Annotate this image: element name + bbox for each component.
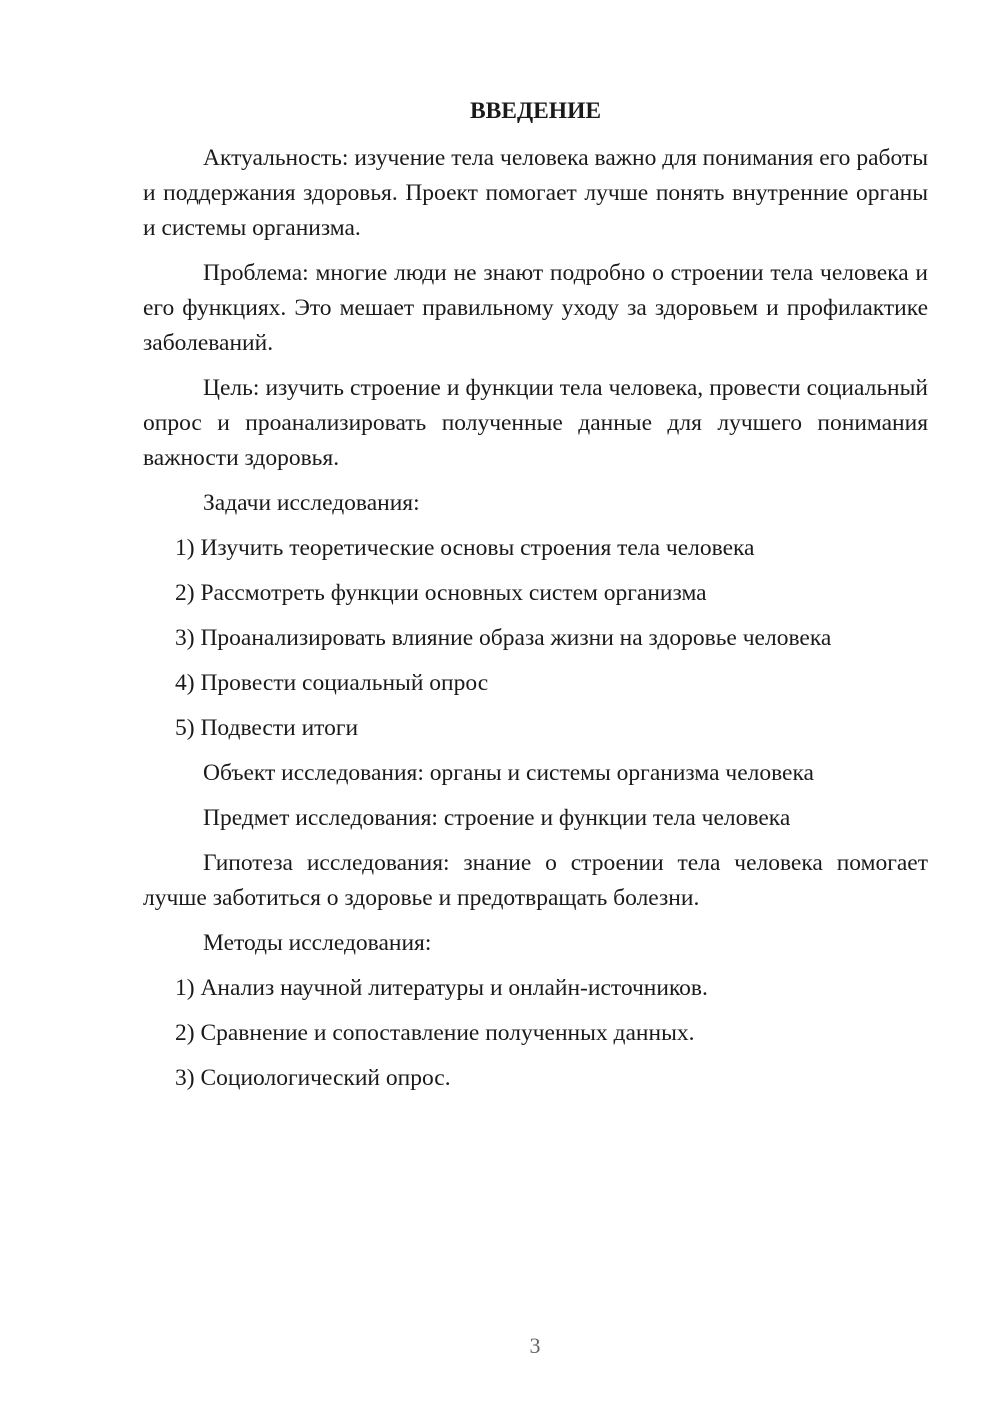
task-item: 5) Подвести итоги [175, 715, 359, 741]
task-item: 2) Рассмотреть функции основных систем организма [175, 580, 707, 606]
methods-label: Методы исследования: [203, 930, 432, 956]
document-page [143, 96, 928, 1106]
task-item: 1) Изучить теоретические основы строения тела человека [175, 535, 755, 561]
problem-paragraph: Проблема: многие люди не знают подробно о строении тела человека и его функциях. Это мешает правильному уходу за здоровьем и профилактике заболеваний. [143, 260, 928, 356]
task-item: 4) Провести социальный опрос [175, 670, 489, 696]
method-item: 2) Сравнение и сопоставление полученных данных. [175, 1020, 695, 1046]
research-object: Объект исследования: органы и системы организма человека [203, 760, 814, 786]
relevance-paragraph: Актуальность: изучение тела человека важно для понимания его работы и поддержания здоровья. Проект помогает лучше понять внутренние органы и системы организма. [143, 145, 928, 241]
hypothesis-paragraph: Гипотеза исследования: знание о строении тела человека помогает лучше заботиться о здоровье и предотвращать болезни. [143, 850, 928, 911]
method-item: 1) Анализ научной литературы и онлайн-источников. [175, 975, 708, 1001]
method-item: 3) Социологический опрос. [175, 1065, 451, 1091]
research-subject: Предмет исследования: строение и функции тела человека [203, 805, 791, 831]
page-number: 3 [529, 1333, 541, 1358]
goal-paragraph: Цель: изучить строение и функции тела человека, провести социальный опрос и проанализировать полученные данные для лучшего понимания важности здоровья. [143, 375, 928, 471]
section-heading: ВВЕДЕНИЕ [469, 98, 602, 124]
tasks-label: Задачи исследования: [203, 490, 420, 516]
task-item: 3) Проанализировать влияние образа жизни на здоровье человека [175, 625, 832, 651]
